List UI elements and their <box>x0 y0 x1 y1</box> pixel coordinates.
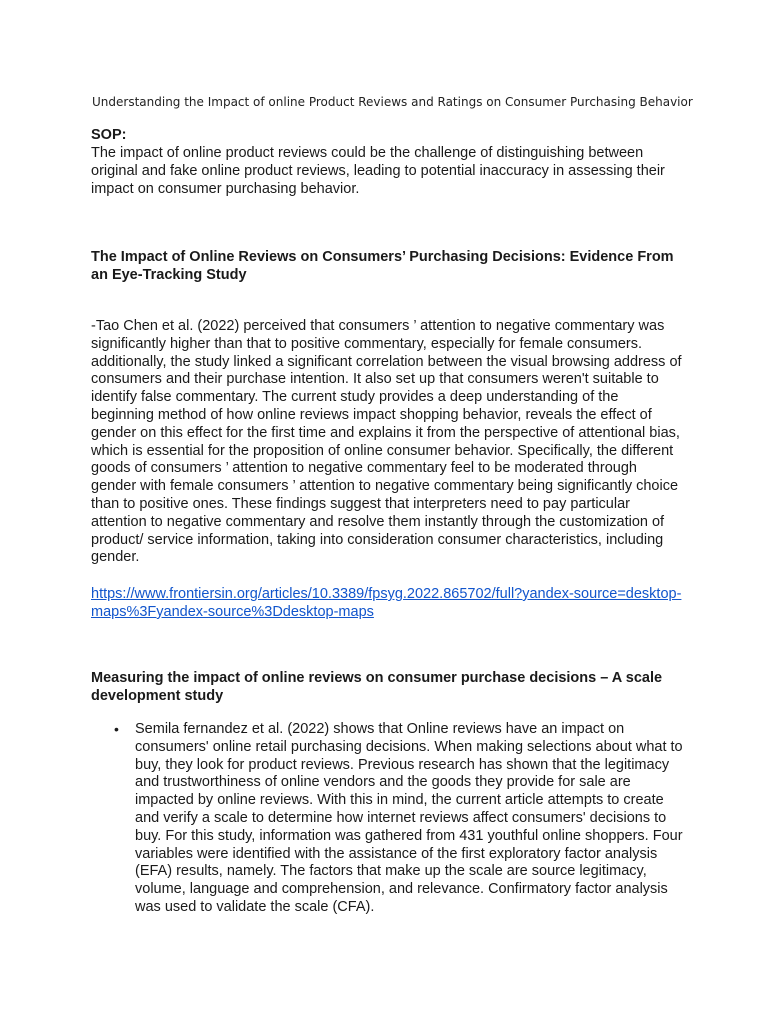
section-paragraph-eye-tracking: -Tao Chen et al. (2022) perceived that consumers ’ attention to negative commentary was significantly higher than that to positive commentary, especially for female consumers. additionally, the study linked a significant correlation between the visual browsing address of consumers and their purchase intention. It also set up that consumers weren't suitable to identify false commentary. The current study provides a deep understanding of the beginning method of how online reviews impact shopping behavior, reveals the effect of gender on this effect for the first time and explains it from the perspective of attentional bias, which is essential for the proposition of online consumer behavior. Specifically, the different goods of consumers ’ attention to negative commentary feel to be moderated through gender with female consumers ’ attention to negative commentary being significantly choice than to positive ones. These findings suggest that interpreters need to pay particular attention to negative commentary and resolve them instantly through the customization of product/ service information, taking into consideration consumer characteristics, including gender. <box>91 318 682 566</box>
bullet-list <box>91 721 691 917</box>
list-item <box>91 721 685 917</box>
document-title: Understanding the Impact of online Product Reviews and Ratings on Consumer Purchasing Behavior <box>92 95 693 109</box>
source-link[interactable]: https://www.frontiersin.org/articles/10.3389/fpsyg.2022.865702/full?yandex-source=desktop-maps%3Fyandex-source%3Ddesktop-maps <box>91 586 682 620</box>
section-heading-scale-development: Measuring the impact of online reviews on consumer purchase decisions – A scale development study <box>91 670 663 704</box>
sop-paragraph: The impact of online product reviews could be the challenge of distinguishing between original and fake online product reviews, leading to potential inaccuracy in assessing their impact on consumer purchasing behavior. <box>91 145 665 197</box>
bullet-dot-icon: • <box>114 721 119 737</box>
section-heading-eye-tracking: The Impact of Online Reviews on Consumers’ Purchasing Decisions: Evidence From an Eye-Tracking Study <box>91 249 674 283</box>
sop-heading: SOP: <box>91 127 127 143</box>
list-item-text: Semila fernandez et al. (2022) shows that Online reviews have an impact on consumers' online retail purchasing decisions. When making selections about what to buy, they look for product reviews. Previous research has shown that the legitimacy and trustworthiness of online vendors and the goods they provide for sale are impacted by online reviews. With this in mind, the current article attempts to create and verify a scale to determine how internet reviews affect consumers' decisions to buy. For this study, information was gathered from 431 youthful online shoppers. Four variables were identified with the assistance of the first exploratory factor analysis (EFA) results, namely. The factors that make up the scale are source legitimacy, volume, language and comprehension, and relevance. Confirmatory factor analysis was used to validate the scale (CFA). <box>135 721 683 915</box>
